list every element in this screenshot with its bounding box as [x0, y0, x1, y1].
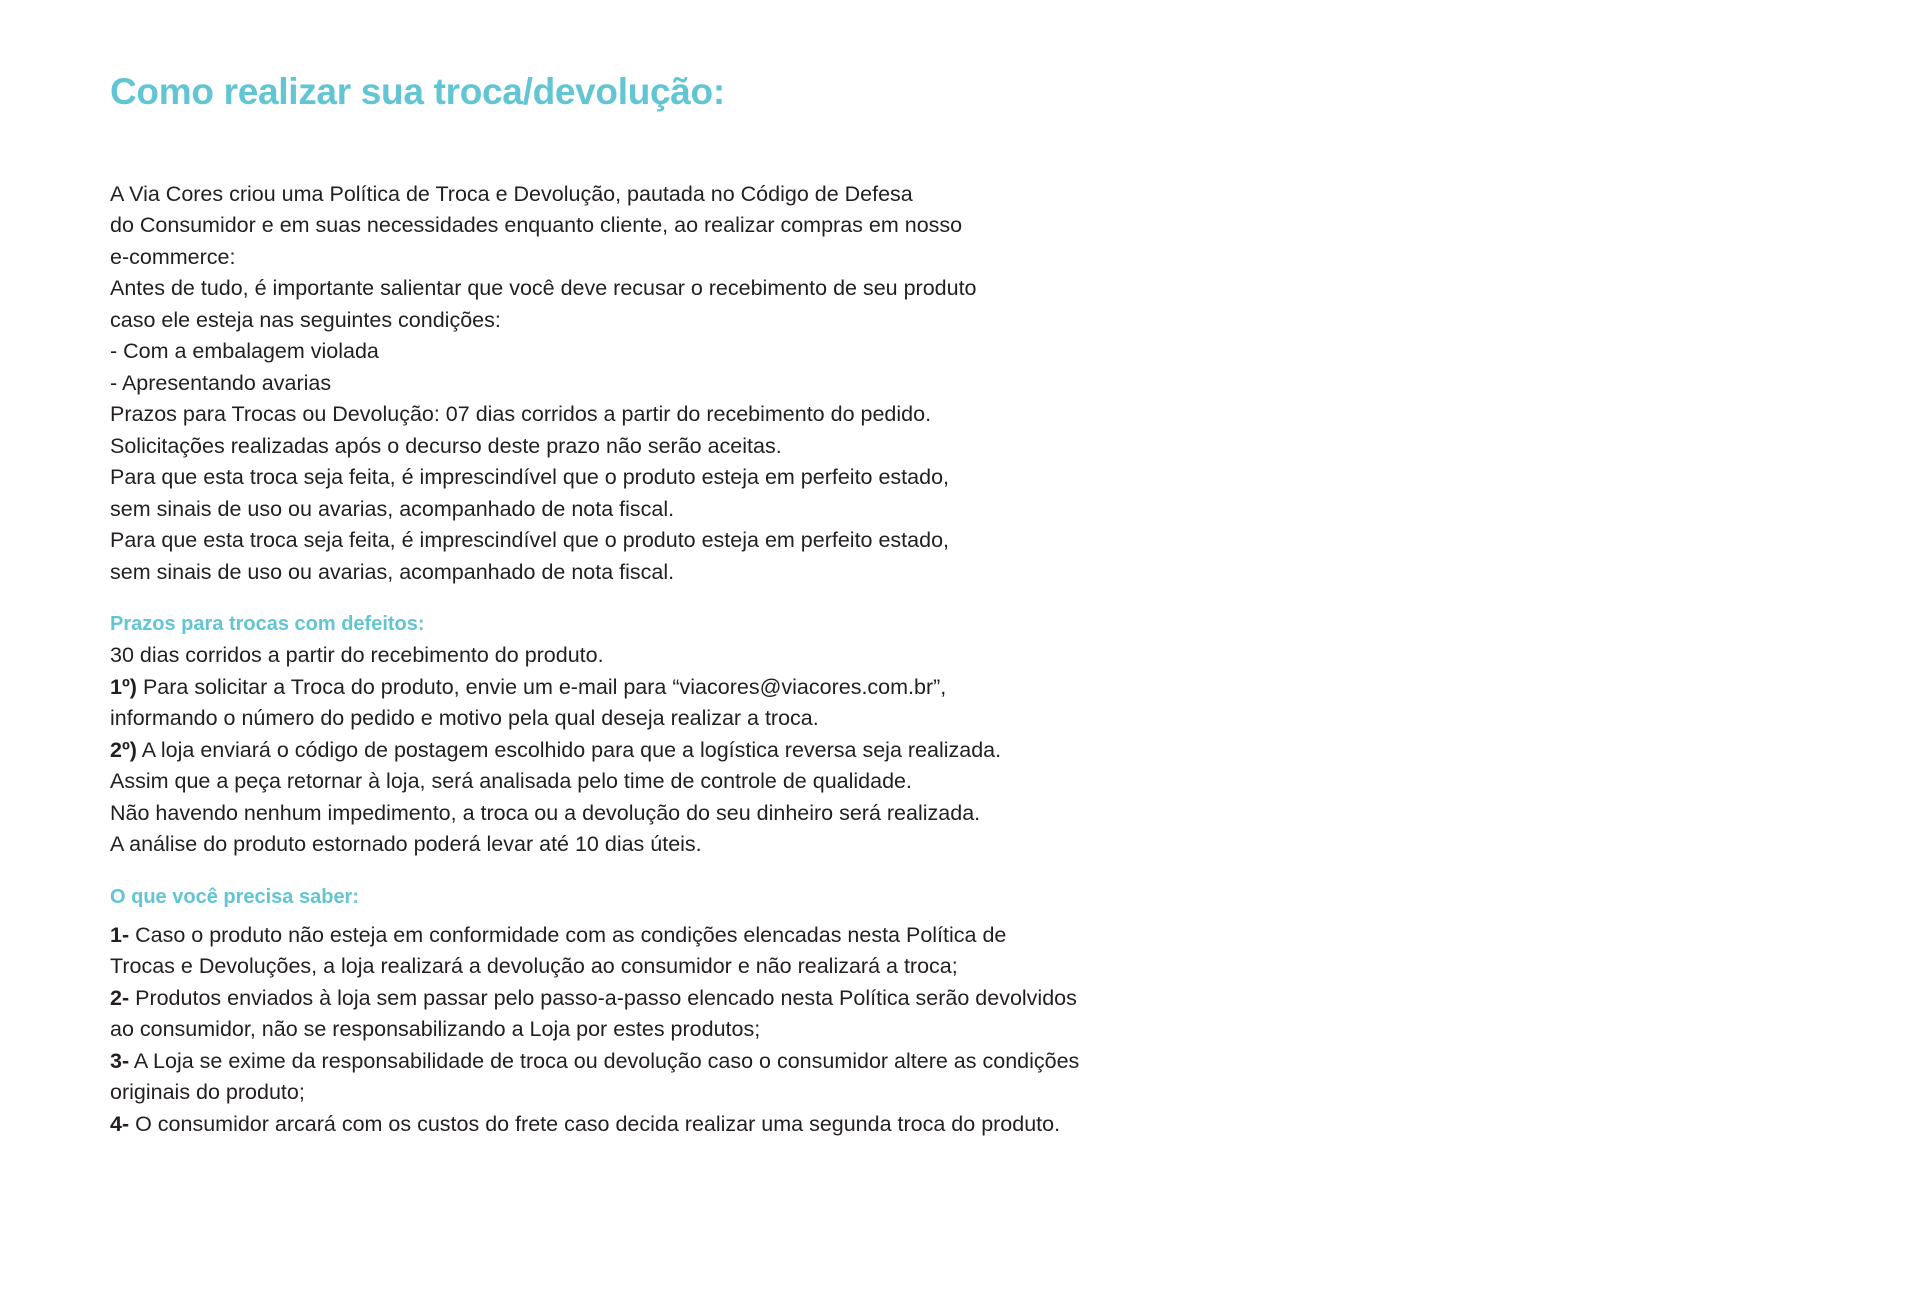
step-2-text: A loja enviará o código de postagem escolhido para que a logística reversa seja realizada. — [136, 737, 1002, 762]
section-heading-need-to-know: O que você precisa saber: — [110, 885, 360, 908]
item-2-line-2: ao consumidor, não se responsabilizando a Loja por estes produtos; — [110, 1017, 761, 1042]
intro-line-3: e-commerce: — [110, 244, 236, 269]
condition-paragraph-1 — [110, 462, 1290, 525]
condition-paragraph-2 — [110, 525, 1290, 588]
intro-paragraph — [110, 179, 1290, 274]
need-to-know-item-4 — [110, 1109, 1290, 1141]
item-2-marker: 2- — [110, 985, 130, 1010]
defect-step-1 — [110, 672, 1290, 704]
defect-step-2 — [110, 735, 1290, 767]
refusal-line-1: Antes de tudo, é importante salientar que você deve recusar o recebimento de seu produto — [110, 276, 977, 301]
refusal-bullet-1: - Com a embalagem violada — [110, 339, 379, 364]
item-1-line-2: Trocas e Devoluções, a loja realizará a devolução ao consumidor e não realizará a troca; — [110, 954, 958, 979]
condition-1-line-2: sem sinais de uso ou avarias, acompanhado de nota fiscal. — [110, 496, 675, 521]
deadline-line-1: Prazos para Trocas ou Devolução: 07 dias corridos a partir do recebimento do pedido. — [110, 402, 932, 427]
defect-line-1: 30 dias corridos a partir do recebimento do produto. — [110, 643, 604, 668]
step-1-marker: 1º) — [110, 674, 137, 699]
policy-body — [110, 179, 1290, 1141]
deadline-line-2: Solicitações realizadas após o decurso deste prazo não serão aceitas. — [110, 433, 782, 458]
refusal-paragraph — [110, 273, 1290, 399]
item-1-text: Caso o produto não esteja em conformidade com as condições elencadas nesta Política de — [129, 922, 1007, 947]
need-to-know-item-2 — [110, 983, 1290, 1046]
defect-step-1-line-2: informando o número do pedido e motivo pela qual deseja realizar a troca. — [110, 706, 819, 731]
intro-line-2: do Consumidor e em suas necessidades enquanto cliente, ao realizar compras em nosso — [110, 213, 963, 238]
condition-1-line-1: Para que esta troca seja feita, é imprescindível que o produto esteja em perfeito estado, — [110, 465, 949, 490]
item-3-text: A Loja se exime da responsabilidade de troca ou devolução caso o consumidor altere as condições — [129, 1048, 1080, 1073]
need-to-know-item-1 — [110, 920, 1290, 983]
analysis-paragraph — [110, 766, 1290, 861]
analysis-line-1: Assim que a peça retornar à loja, será analisada pelo time de controle de qualidade. — [110, 769, 912, 794]
refusal-line-2: caso ele esteja nas seguintes condições: — [110, 307, 501, 332]
section-heading-defects: Prazos para trocas com defeitos: — [110, 613, 425, 636]
item-4-marker: 4- — [110, 1111, 130, 1136]
condition-2-line-1: Para que esta troca seja feita, é imprescindível que o produto esteja em perfeito estado, — [110, 528, 949, 553]
item-1-marker: 1- — [110, 922, 130, 947]
need-to-know-item-3 — [110, 1046, 1290, 1109]
condition-2-line-2: sem sinais de uso ou avarias, acompanhado de nota fiscal. — [110, 559, 675, 584]
defect-paragraph — [110, 640, 1290, 735]
analysis-line-2: Não havendo nenhum impedimento, a troca ou a devolução do seu dinheiro será realizada. — [110, 800, 981, 825]
deadline-paragraph — [110, 399, 1290, 462]
item-2-text: Produtos enviados à loja sem passar pelo passo-a-passo elencado nesta Política serão devolvidos — [129, 985, 1077, 1010]
item-4-text: O consumidor arcará com os custos do frete caso decida realizar uma segunda troca do produto. — [129, 1111, 1061, 1136]
item-3-line-2: originais do produto; — [110, 1080, 305, 1105]
intro-line-1: A Via Cores criou uma Política de Troca e Devolução, pautada no Código de Defesa — [110, 181, 913, 206]
refusal-bullet-2: - Apresentando avarias — [110, 370, 332, 395]
page-title: Como realizar sua troca/devolução: — [110, 71, 725, 112]
step-1-text: Para solicitar a Troca do produto, envie um e-mail para “viacores@viacores.com.br”, — [136, 674, 947, 699]
item-3-marker: 3- — [110, 1048, 130, 1073]
step-2-marker: 2º) — [110, 737, 137, 762]
analysis-line-3: A análise do produto estornado poderá levar até 10 dias úteis. — [110, 832, 702, 857]
